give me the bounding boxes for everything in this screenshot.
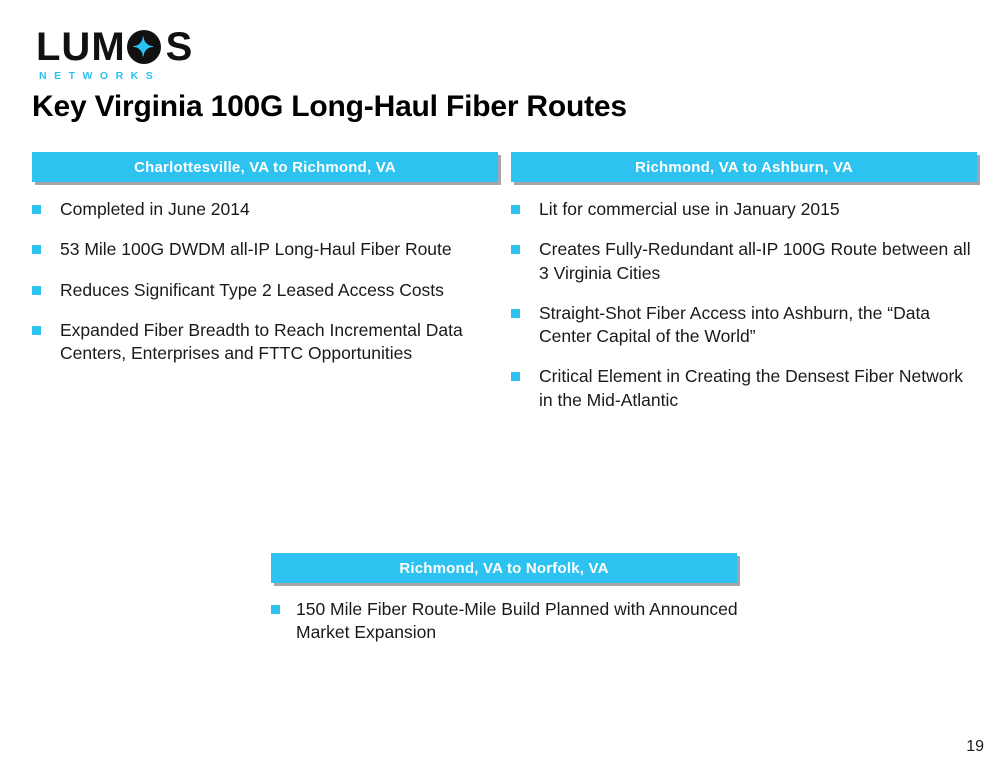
bullet-square-icon xyxy=(271,605,280,614)
bullet-square-icon xyxy=(32,205,41,214)
list-item xyxy=(511,238,981,285)
logo-text-s: S xyxy=(165,25,194,69)
logo-star-icon xyxy=(126,27,166,67)
list-item-text: Completed in June 2014 xyxy=(60,199,250,219)
bullet-square-icon xyxy=(511,245,520,254)
bullet-square-icon xyxy=(511,309,520,318)
bullet-list-richmond-ashburn xyxy=(511,198,981,429)
bullet-square-icon xyxy=(32,326,41,335)
lumos-networks-logo xyxy=(36,26,216,84)
bullet-list-richmond-norfolk xyxy=(271,598,741,662)
list-item-text: Lit for commercial use in January 2015 xyxy=(539,199,840,219)
list-item-text: 150 Mile Fiber Route-Mile Build Planned with Announced Market Expansion xyxy=(296,599,738,643)
section-banner-charlottesville-richmond: Charlottesville, VA to Richmond, VA xyxy=(32,152,498,182)
page-number: 19 xyxy=(966,738,984,755)
list-item xyxy=(32,198,502,221)
list-item xyxy=(32,319,502,366)
section-banner-richmond-ashburn: Richmond, VA to Ashburn, VA xyxy=(511,152,977,182)
list-item xyxy=(32,238,502,261)
list-item-text: Expanded Fiber Breadth to Reach Incremental Data Centers, Enterprises and FTTC Opportunities xyxy=(60,319,463,364)
logo-tagline: NETWORKS xyxy=(39,70,161,82)
list-item-text: Reduces Significant Type 2 Leased Access Costs xyxy=(60,279,444,300)
list-item-text: Straight-Shot Fiber Access into Ashburn, the “Data Center Capital of the World” xyxy=(539,302,931,347)
section-banner-richmond-norfolk: Richmond, VA to Norfolk, VA xyxy=(271,553,737,583)
list-item-text: Creates Fully-Redundant all-IP 100G Route between all 3 Virginia Cities xyxy=(539,239,971,283)
logo-star-glyph: ✦ xyxy=(132,32,156,62)
list-item xyxy=(511,302,981,349)
list-item xyxy=(32,279,502,302)
bullet-square-icon xyxy=(511,372,520,381)
bullet-list-charlottesville-richmond xyxy=(32,198,502,382)
logo-wordmark xyxy=(36,26,216,68)
bullet-square-icon xyxy=(32,286,41,295)
list-item-text: 53 Mile 100G DWDM all-IP Long-Haul Fiber Route xyxy=(60,239,452,260)
logo-text-lum: LUM xyxy=(36,25,126,69)
list-item xyxy=(511,198,981,221)
list-item xyxy=(511,365,981,412)
list-item xyxy=(271,598,741,645)
list-item-text: Critical Element in Creating the Densest Fiber Network in the Mid-Atlantic xyxy=(539,366,964,410)
page-title: Key Virginia 100G Long-Haul Fiber Routes xyxy=(32,90,627,123)
bullet-square-icon xyxy=(32,245,41,254)
bullet-square-icon xyxy=(511,205,520,214)
